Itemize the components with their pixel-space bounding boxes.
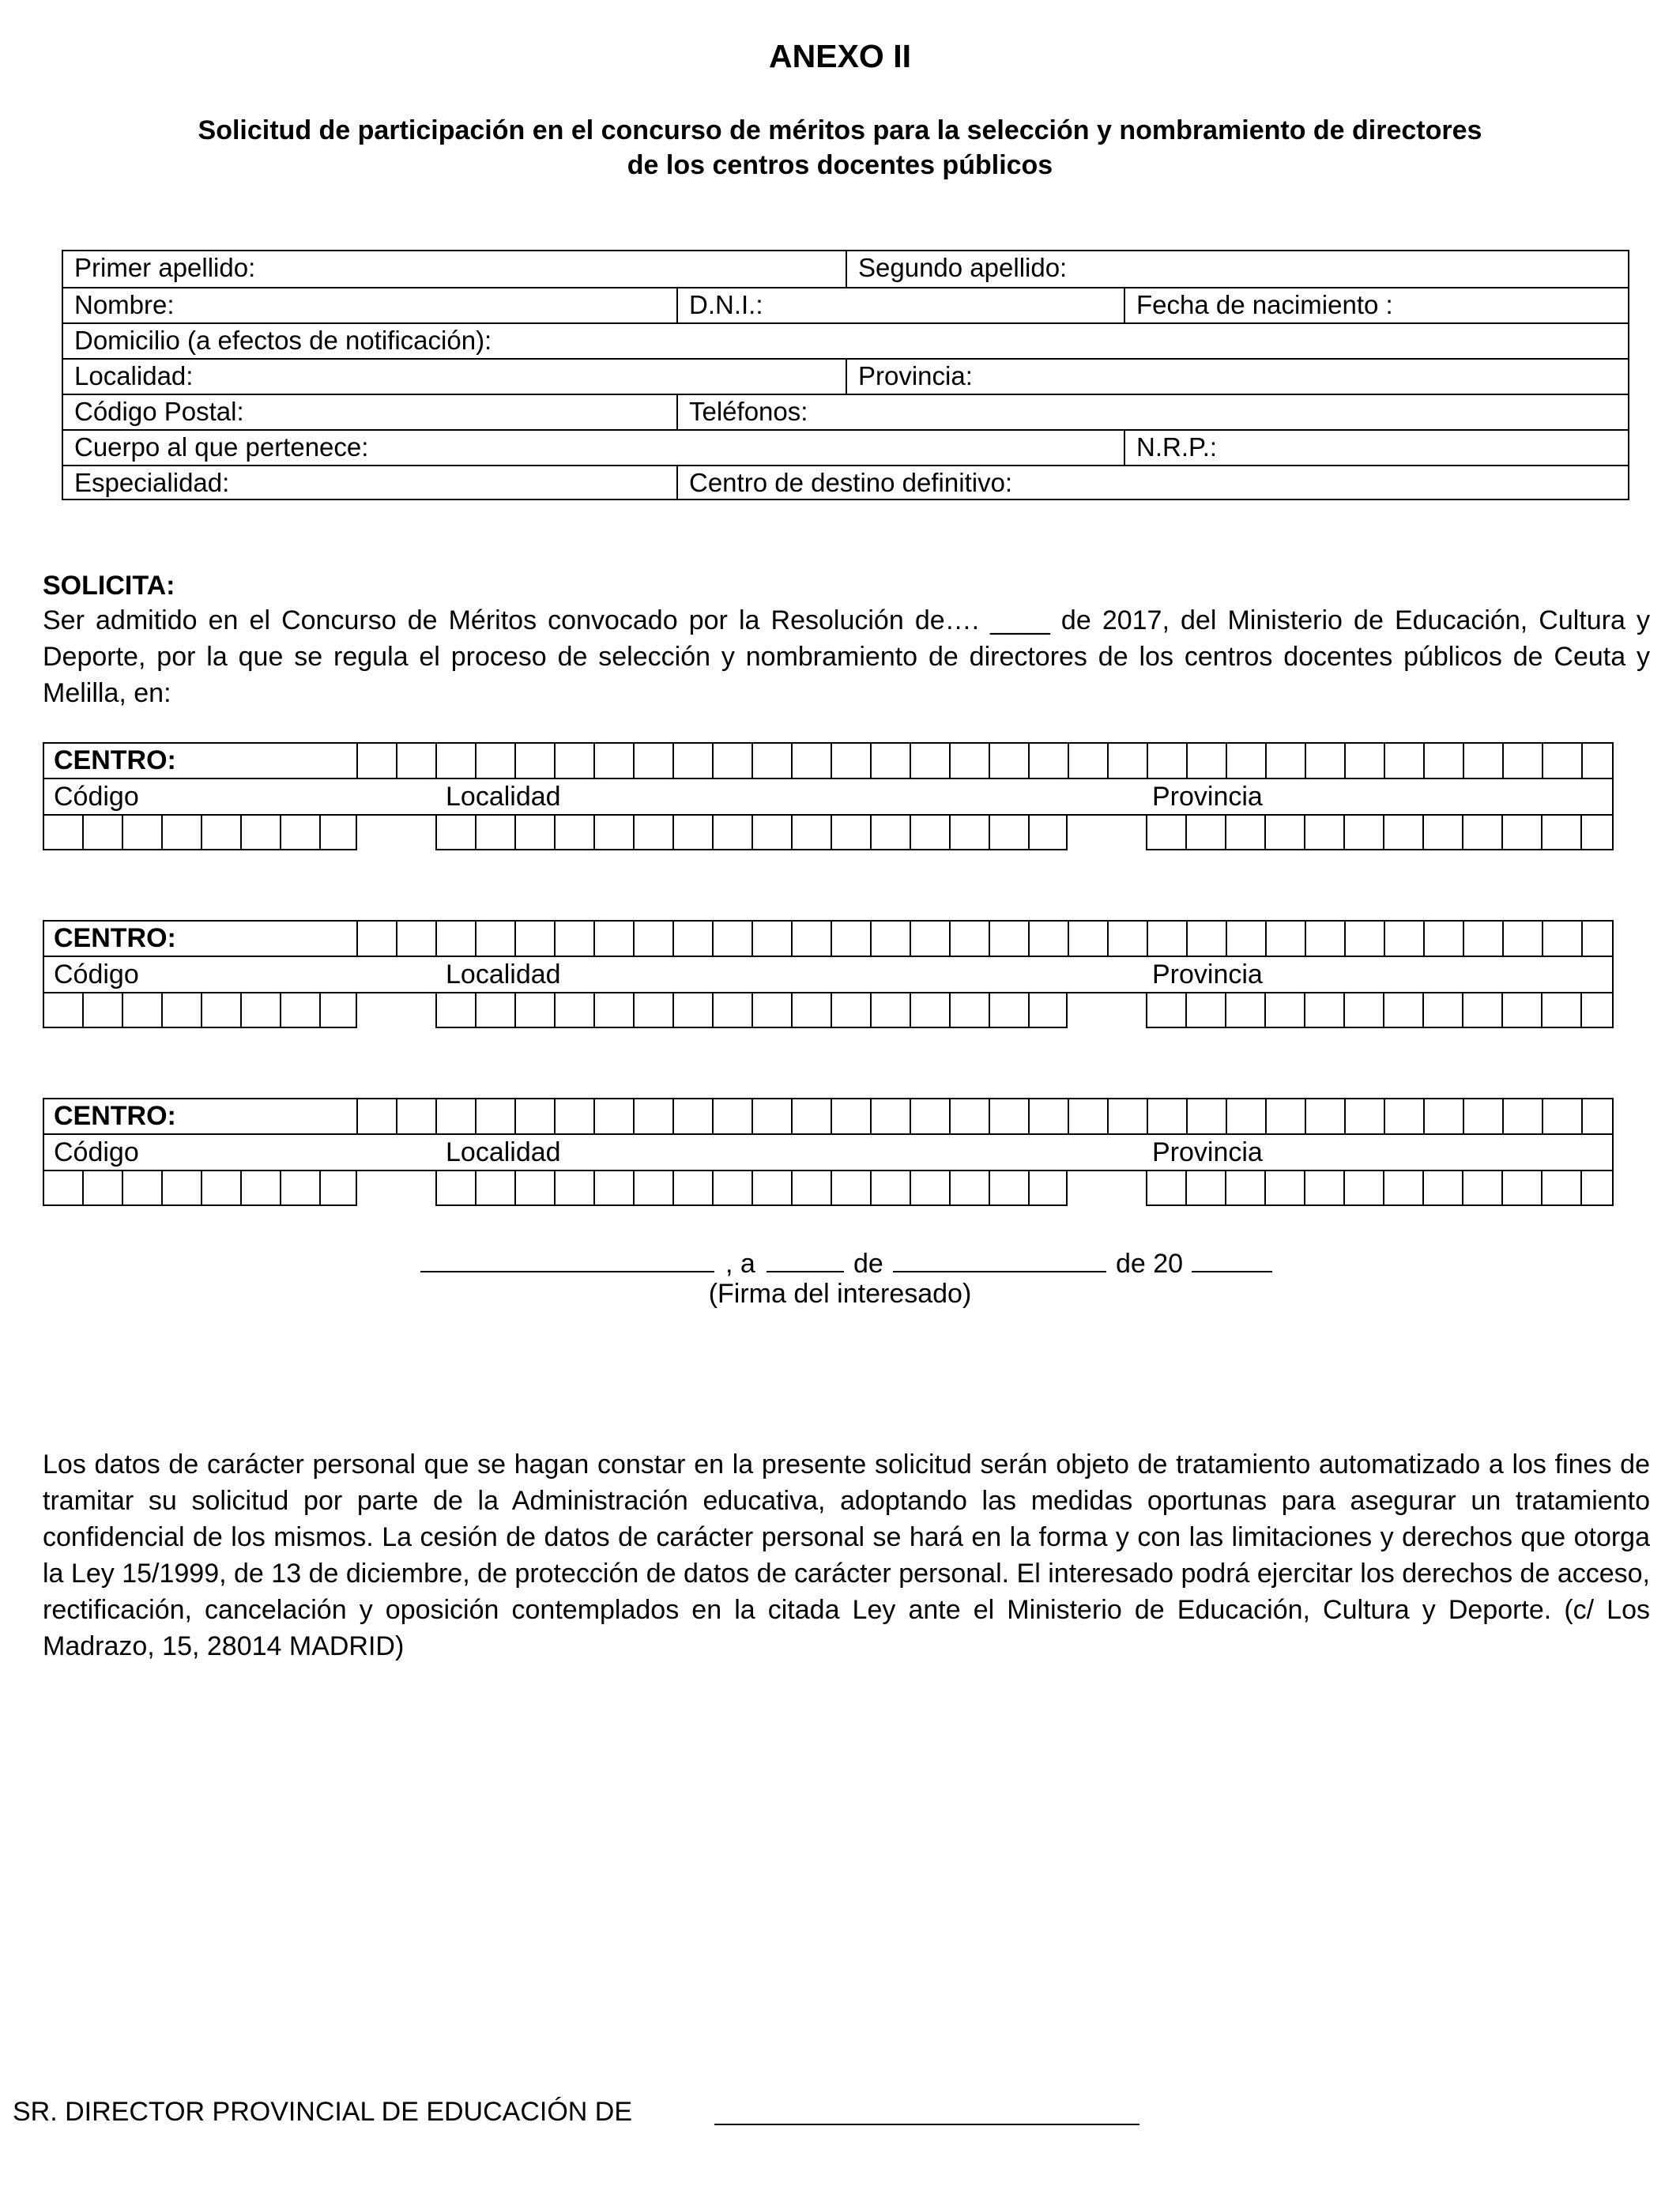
char-box[interactable] — [1543, 993, 1580, 1027]
segundo-apellido-field[interactable]: Segundo apellido: — [846, 251, 1628, 287]
subtitle-line-1: Solicitud de participación en el concurso de méritos para la selección y nombramiento de directores — [198, 115, 1482, 145]
char-box[interactable] — [714, 1171, 751, 1204]
char-box[interactable] — [1306, 922, 1344, 956]
char-box[interactable] — [516, 1099, 554, 1133]
char-box[interactable] — [242, 816, 280, 849]
char-box[interactable] — [1464, 922, 1502, 956]
char-box[interactable] — [1147, 816, 1185, 849]
char-box[interactable] — [242, 1171, 280, 1204]
char-box[interactable] — [1503, 1171, 1541, 1204]
char-box[interactable] — [793, 922, 831, 956]
char-box[interactable] — [1030, 816, 1068, 849]
char-box[interactable] — [872, 922, 910, 956]
char-box[interactable] — [674, 922, 712, 956]
signature-caption: (Firma del interesado) — [708, 1279, 972, 1309]
char-box[interactable] — [1227, 1099, 1265, 1133]
char-box[interactable] — [832, 744, 870, 778]
char-box[interactable] — [1463, 993, 1501, 1027]
char-box[interactable] — [793, 1099, 831, 1133]
char-box[interactable] — [163, 816, 201, 849]
centro-label: CENTRO: — [54, 923, 176, 953]
char-box[interactable] — [1188, 744, 1226, 778]
char-box[interactable] — [321, 1171, 359, 1204]
char-box[interactable] — [1306, 744, 1344, 778]
char-box[interactable] — [1226, 1171, 1264, 1204]
grid-line — [1066, 992, 1068, 1028]
char-box[interactable] — [556, 993, 593, 1027]
char-box[interactable] — [477, 922, 514, 956]
char-box[interactable] — [714, 1099, 751, 1133]
char-box[interactable] — [556, 744, 593, 778]
char-box[interactable] — [1188, 1099, 1226, 1133]
grid-line — [43, 778, 1614, 779]
char-box[interactable] — [951, 1099, 989, 1133]
char-box[interactable] — [123, 816, 161, 849]
char-box[interactable] — [437, 744, 475, 778]
char-box[interactable] — [556, 816, 593, 849]
page-title: ANEXO II — [769, 38, 911, 74]
char-box[interactable] — [1109, 1099, 1147, 1133]
grid-line — [43, 849, 357, 850]
table-row — [63, 429, 1628, 465]
char-box[interactable] — [1188, 922, 1226, 956]
char-box[interactable] — [872, 1099, 910, 1133]
subtitle-line-2: de los centros docentes públicos — [627, 150, 1053, 180]
char-box[interactable] — [832, 816, 870, 849]
char-box[interactable] — [1109, 744, 1147, 778]
grid-line — [43, 1133, 1614, 1135]
char-box[interactable] — [714, 744, 751, 778]
char-box[interactable] — [872, 993, 910, 1027]
char-box[interactable] — [1148, 744, 1186, 778]
char-box[interactable] — [911, 1099, 949, 1133]
char-box[interactable] — [1147, 993, 1185, 1027]
solicita-text: Ser admitido en el Concurso de Méritos convocado por la Resolución de…. ____ de 2017, del Ministerio de Educación, Cultura y Deporte, por la que se regula el proceso de selección y nombramiento de directores de los centros docentes públicos de Ceuta y Melilla, en: — [43, 605, 1650, 708]
char-box[interactable] — [872, 1171, 910, 1204]
localidad-label: Localidad — [446, 782, 561, 812]
grid-line — [1066, 1170, 1068, 1206]
char-box[interactable] — [1424, 816, 1462, 849]
char-box[interactable] — [674, 744, 712, 778]
char-box[interactable] — [951, 993, 989, 1027]
table-row — [63, 394, 1628, 429]
provincia-label: Provincia — [1152, 959, 1263, 990]
char-box[interactable] — [516, 922, 554, 956]
char-box[interactable] — [477, 993, 514, 1027]
de-text: de — [853, 1249, 883, 1279]
char-box[interactable] — [872, 744, 910, 778]
table-row — [63, 322, 1628, 358]
char-box[interactable] — [556, 1171, 593, 1204]
char-box[interactable] — [595, 922, 633, 956]
char-box[interactable] — [516, 816, 554, 849]
char-box[interactable] — [753, 1171, 791, 1204]
char-box[interactable] — [635, 1099, 672, 1133]
char-box[interactable] — [44, 993, 82, 1027]
char-box[interactable] — [911, 744, 949, 778]
char-box[interactable] — [1069, 1099, 1107, 1133]
grid-line — [1146, 1204, 1614, 1206]
char-box[interactable] — [674, 993, 712, 1027]
personal-data-table — [62, 250, 1629, 500]
char-box[interactable] — [321, 993, 359, 1027]
char-box[interactable] — [1503, 993, 1541, 1027]
char-box[interactable] — [753, 1099, 791, 1133]
char-box[interactable] — [753, 993, 791, 1027]
char-box[interactable] — [753, 922, 791, 956]
char-box[interactable] — [202, 993, 240, 1027]
char-box[interactable] — [832, 922, 870, 956]
char-box[interactable] — [1030, 744, 1068, 778]
codigo-label: Código — [54, 959, 139, 990]
char-box[interactable] — [1266, 1171, 1304, 1204]
char-box[interactable] — [990, 744, 1028, 778]
grid-line — [43, 742, 44, 816]
char-box[interactable] — [911, 993, 949, 1027]
dni-field[interactable]: D.N.I.: — [676, 288, 1124, 322]
char-box[interactable] — [674, 1099, 712, 1133]
char-box[interactable] — [714, 922, 751, 956]
char-box[interactable] — [1583, 922, 1621, 956]
char-box[interactable] — [1030, 1171, 1068, 1204]
char-box[interactable] — [1305, 1171, 1343, 1204]
char-box[interactable] — [84, 993, 122, 1027]
char-box[interactable] — [321, 816, 359, 849]
grid-line — [43, 1098, 44, 1171]
codigo-postal-field[interactable]: Código Postal: — [74, 397, 244, 426]
char-box[interactable] — [951, 922, 989, 956]
month-blank[interactable] — [893, 1271, 1106, 1272]
char-box[interactable] — [1425, 1099, 1463, 1133]
grid-line — [43, 1027, 357, 1028]
char-box[interactable] — [1345, 1171, 1383, 1204]
char-box[interactable] — [1384, 1171, 1422, 1204]
char-box[interactable] — [990, 1099, 1028, 1133]
grid-line — [43, 920, 44, 993]
char-box[interactable] — [635, 993, 672, 1027]
char-box[interactable] — [911, 1171, 949, 1204]
char-box[interactable] — [793, 993, 831, 1027]
char-box[interactable] — [516, 1171, 554, 1204]
char-box[interactable] — [516, 993, 554, 1027]
char-box[interactable] — [242, 993, 280, 1027]
char-box[interactable] — [1583, 744, 1621, 778]
char-box[interactable] — [951, 1171, 989, 1204]
char-box[interactable] — [44, 1171, 82, 1204]
char-box[interactable] — [1306, 1099, 1344, 1133]
char-box[interactable] — [358, 744, 396, 778]
char-box[interactable] — [1503, 816, 1541, 849]
char-box[interactable] — [1543, 816, 1580, 849]
char-box[interactable] — [1504, 744, 1542, 778]
char-box[interactable] — [1148, 1099, 1186, 1133]
char-box[interactable] — [477, 1099, 514, 1133]
char-box[interactable] — [1504, 1099, 1542, 1133]
char-box[interactable] — [793, 816, 831, 849]
centro-destino-field[interactable]: Centro de destino definitivo: — [676, 466, 1628, 500]
char-box[interactable] — [714, 816, 751, 849]
char-box[interactable] — [595, 1171, 633, 1204]
char-box[interactable] — [1345, 993, 1383, 1027]
char-box[interactable] — [1069, 744, 1107, 778]
char-box[interactable] — [1464, 1099, 1502, 1133]
char-box[interactable] — [516, 744, 554, 778]
char-box[interactable] — [397, 744, 435, 778]
char-box[interactable] — [1424, 993, 1462, 1027]
char-box[interactable] — [1345, 816, 1383, 849]
char-box[interactable] — [397, 922, 435, 956]
char-box[interactable] — [84, 816, 122, 849]
char-box[interactable] — [1464, 744, 1502, 778]
provincia-label: Provincia — [1152, 1137, 1263, 1167]
data-protection-notice: Los datos de carácter personal que se hagan constar en la presente solicitud serán objeto de tratamiento automatizado a los fines de tramitar su solicitud por parte de la Administración educativa, adoptando las medidas oportunas para asegurar un tratamiento confidencial de los mismos. La cesión de datos de carácter personal se hará en la forma y con las limitaciones y derechos que otorga la Ley 15/1999, de 13 de diciembre, de protección de datos de carácter personal. El interesado podrá ejercitar los derechos de acceso, rectificación, cancelación y oposición contemplados en la citada Ley ante el Ministerio de Educación, Cultura y Deporte. (c/ Los Madrazo, 15, 28014 MADRID) — [43, 1449, 1650, 1661]
cuerpo-field[interactable]: Cuerpo al que pertenece: — [74, 432, 369, 462]
year-blank[interactable] — [1192, 1271, 1272, 1272]
char-box[interactable] — [1226, 993, 1264, 1027]
char-box[interactable] — [281, 1171, 319, 1204]
char-box[interactable] — [437, 1171, 475, 1204]
char-box[interactable] — [202, 1171, 240, 1204]
char-box[interactable] — [990, 816, 1028, 849]
char-box[interactable] — [163, 993, 201, 1027]
char-box[interactable] — [1147, 1171, 1185, 1204]
char-box[interactable] — [1187, 993, 1225, 1027]
char-box[interactable] — [477, 744, 514, 778]
char-box[interactable] — [477, 1171, 514, 1204]
char-box[interactable] — [832, 1099, 870, 1133]
char-box[interactable] — [1030, 993, 1068, 1027]
char-box[interactable] — [437, 922, 475, 956]
char-box[interactable] — [1267, 1099, 1305, 1133]
char-box[interactable] — [832, 1171, 870, 1204]
grid-line — [356, 814, 357, 850]
solicita-heading: SOLICITA: — [43, 571, 175, 601]
char-box[interactable] — [1384, 816, 1422, 849]
province-blank[interactable] — [714, 2124, 1139, 2125]
char-box[interactable] — [635, 816, 672, 849]
char-box[interactable] — [437, 816, 475, 849]
char-box[interactable] — [358, 922, 396, 956]
fecha-nacimiento-field[interactable]: Fecha de nacimiento : — [1124, 288, 1628, 322]
char-box[interactable] — [1187, 1171, 1225, 1204]
grid-line — [1146, 1027, 1614, 1028]
char-box[interactable] — [1385, 744, 1423, 778]
grid-line — [1066, 814, 1068, 850]
char-box[interactable] — [1305, 993, 1343, 1027]
char-box[interactable] — [84, 1171, 122, 1204]
char-box[interactable] — [990, 922, 1028, 956]
char-box[interactable] — [437, 1099, 475, 1133]
provincia-field[interactable]: Provincia: — [846, 360, 1628, 394]
provincia-label: Provincia — [1152, 782, 1263, 812]
char-box[interactable] — [674, 1171, 712, 1204]
char-box[interactable] — [1346, 744, 1384, 778]
addressee-line: SR. DIRECTOR PROVINCIAL DE EDUCACIÓN DE — [13, 2097, 633, 2127]
char-box[interactable] — [753, 816, 791, 849]
char-box[interactable] — [714, 993, 751, 1027]
form-subtitle — [79, 113, 1601, 183]
char-box[interactable] — [911, 816, 949, 849]
char-box[interactable] — [1582, 993, 1620, 1027]
char-box[interactable] — [123, 1171, 161, 1204]
comma-a-text: , a — [725, 1249, 755, 1279]
char-box[interactable] — [1543, 1171, 1580, 1204]
centro-block — [43, 920, 1614, 1028]
char-box[interactable] — [1266, 816, 1304, 849]
char-box[interactable] — [595, 816, 633, 849]
char-box[interactable] — [358, 1099, 396, 1133]
char-box[interactable] — [1543, 922, 1581, 956]
char-box[interactable] — [990, 993, 1028, 1027]
char-box[interactable] — [635, 744, 672, 778]
nombre-field[interactable]: Nombre: — [74, 290, 175, 319]
codigo-label: Código — [54, 782, 139, 812]
char-box[interactable] — [1425, 744, 1463, 778]
table-row — [63, 358, 1628, 394]
char-box[interactable] — [793, 744, 831, 778]
grid-line — [43, 956, 1614, 957]
char-box[interactable] — [1109, 922, 1147, 956]
char-box[interactable] — [1463, 816, 1501, 849]
grid-line — [43, 1204, 357, 1206]
char-box[interactable] — [1463, 1171, 1501, 1204]
localidad-field[interactable]: Localidad: — [74, 361, 194, 390]
primer-apellido-field[interactable]: Primer apellido: — [74, 253, 256, 282]
char-box[interactable] — [1227, 922, 1265, 956]
char-box[interactable] — [595, 1099, 633, 1133]
table-row — [63, 465, 1628, 500]
char-box[interactable] — [595, 993, 633, 1027]
char-box[interactable] — [674, 816, 712, 849]
char-box[interactable] — [1227, 744, 1265, 778]
char-box[interactable] — [281, 816, 319, 849]
char-box[interactable] — [477, 816, 514, 849]
char-box[interactable] — [635, 1171, 672, 1204]
telefonos-field[interactable]: Teléfonos: — [676, 395, 1628, 429]
char-box[interactable] — [1346, 1099, 1384, 1133]
char-box[interactable] — [951, 816, 989, 849]
table-row — [63, 287, 1628, 322]
char-box[interactable] — [1266, 993, 1304, 1027]
especialidad-field[interactable]: Especialidad: — [74, 468, 230, 497]
centro-label: CENTRO: — [54, 745, 176, 775]
char-box[interactable] — [1305, 816, 1343, 849]
grid-line — [1612, 814, 1614, 850]
char-box[interactable] — [1543, 1099, 1581, 1133]
char-box[interactable] — [1384, 993, 1422, 1027]
char-box[interactable] — [1187, 816, 1225, 849]
char-box[interactable] — [1148, 922, 1186, 956]
char-box[interactable] — [990, 1171, 1028, 1204]
de-20-text: de 20 — [1116, 1249, 1184, 1279]
char-box[interactable] — [1030, 1099, 1068, 1133]
grid-line — [356, 992, 357, 1028]
char-box[interactable] — [163, 1171, 201, 1204]
char-box[interactable] — [397, 1099, 435, 1133]
char-box[interactable] — [123, 993, 161, 1027]
char-box[interactable] — [281, 993, 319, 1027]
char-box[interactable] — [1543, 744, 1581, 778]
centro-block — [43, 1098, 1614, 1206]
char-box[interactable] — [1385, 922, 1423, 956]
char-box[interactable] — [1069, 922, 1107, 956]
char-box[interactable] — [832, 993, 870, 1027]
localidad-label: Localidad — [446, 959, 561, 990]
char-box[interactable] — [1583, 1099, 1621, 1133]
grid-line — [1612, 1170, 1614, 1206]
char-box[interactable] — [635, 922, 672, 956]
char-box[interactable] — [1385, 1099, 1423, 1133]
char-box[interactable] — [872, 816, 910, 849]
char-box[interactable] — [1425, 922, 1463, 956]
codigo-label: Código — [54, 1137, 139, 1167]
char-box[interactable] — [1504, 922, 1542, 956]
char-box[interactable] — [44, 816, 82, 849]
char-box[interactable] — [951, 744, 989, 778]
grid-line — [1612, 992, 1614, 1028]
grid-line — [1146, 849, 1614, 850]
table-row — [63, 251, 1628, 287]
char-box[interactable] — [437, 993, 475, 1027]
char-box[interactable] — [793, 1171, 831, 1204]
char-box[interactable] — [556, 1099, 593, 1133]
char-box[interactable] — [1582, 816, 1620, 849]
localidad-label: Localidad — [446, 1137, 561, 1167]
char-box[interactable] — [1226, 816, 1264, 849]
char-box[interactable] — [753, 744, 791, 778]
char-box[interactable] — [556, 922, 593, 956]
domicilio-field[interactable]: Domicilio (a efectos de notificación): — [74, 326, 492, 355]
nrp-field[interactable]: N.R.P.: — [1124, 431, 1628, 465]
centro-block — [43, 742, 1614, 850]
char-box[interactable] — [1030, 922, 1068, 956]
centro-label: CENTRO: — [54, 1101, 176, 1131]
day-blank[interactable] — [767, 1271, 844, 1272]
char-box[interactable] — [1582, 1171, 1620, 1204]
char-box[interactable] — [202, 816, 240, 849]
char-box[interactable] — [911, 922, 949, 956]
char-box[interactable] — [1267, 744, 1305, 778]
grid-line — [356, 1170, 357, 1206]
place-blank[interactable] — [420, 1271, 714, 1272]
char-box[interactable] — [1267, 922, 1305, 956]
char-box[interactable] — [595, 744, 633, 778]
char-box[interactable] — [1346, 922, 1384, 956]
char-box[interactable] — [1424, 1171, 1462, 1204]
